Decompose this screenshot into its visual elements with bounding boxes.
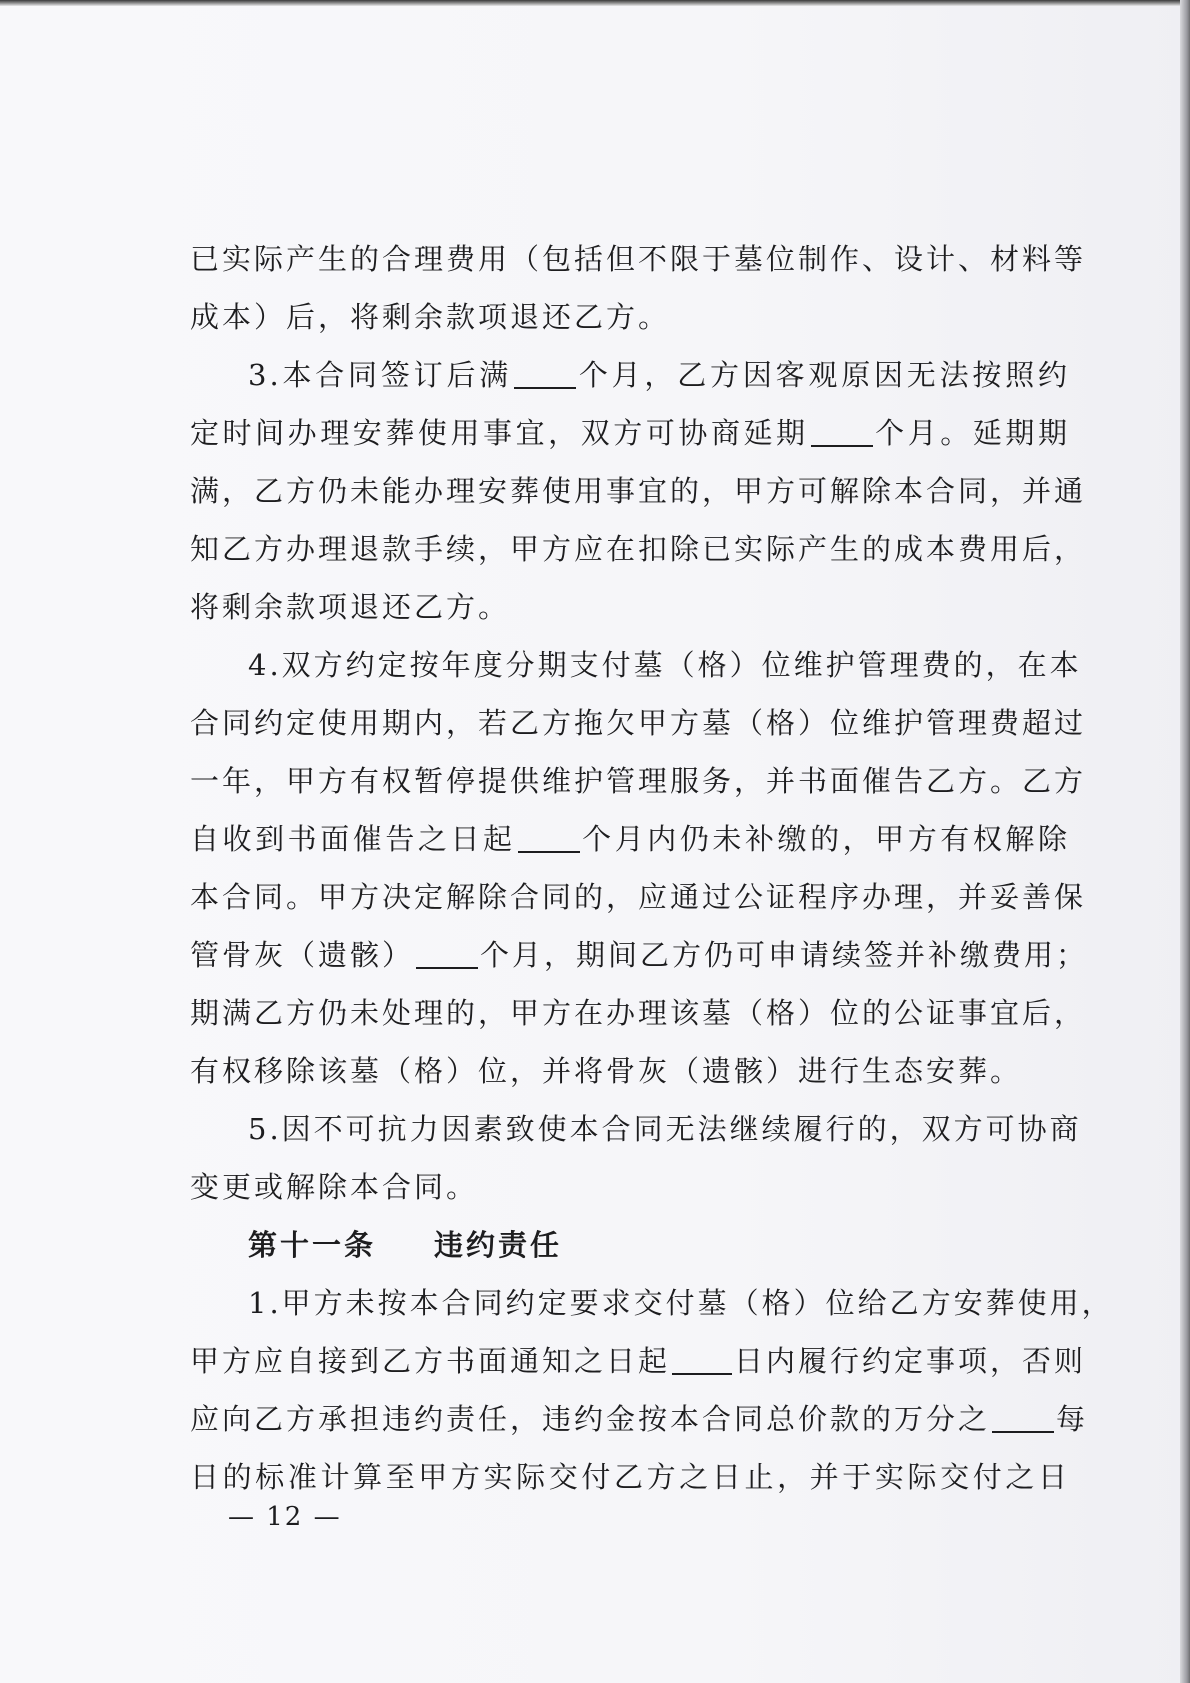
text-line — [190, 404, 1070, 462]
text-segment: 个月内仍未补缴的，甲方有权解除 — [581, 822, 1070, 856]
text-line: 成本）后，将剩余款项退还乙方。 — [190, 300, 671, 334]
text-segment: 每 — [1056, 1402, 1089, 1436]
text-line: 日的标准计算至甲方实际交付乙方之日止，并于实际交付之日 — [190, 1460, 1070, 1494]
text-line: 期满乙方仍未处理的，甲方在办理该墓（格）位的公证事宜后， — [190, 996, 1087, 1030]
text-segment: 个月。延期期 — [874, 416, 1070, 450]
fill-in-blank — [672, 1343, 732, 1375]
text-line: 已实际产生的合理费用（包括但不限于墓位制作、设计、材料等 — [190, 242, 1087, 276]
contract-body — [190, 230, 1114, 1506]
text-segment: 甲方应自接到乙方书面通知之日起 — [190, 1344, 671, 1378]
text-line: 有权移除该墓（格）位，并将骨灰（遗骸）进行生态安葬。 — [190, 1054, 1023, 1088]
fill-in-blank — [811, 415, 873, 447]
text-segment: 管骨灰（遗骸） — [190, 938, 415, 972]
text-segment: 自收到书面催告之日起 — [190, 822, 516, 856]
text-segment: 3.本合同签订后满 — [248, 358, 513, 392]
text-line: 一年，甲方有权暂停提供维护管理服务，并书面催告乙方。乙方 — [190, 764, 1087, 798]
text-line — [190, 1332, 1087, 1390]
text-segment: 个月，乙方因客观原因无法按照约 — [578, 358, 1070, 392]
text-segment: 定时间办理安葬使用事宜，双方可协商延期 — [190, 416, 809, 450]
text-line: 4.双方约定按年度分期支付墓（格）位维护管理费的，在本 — [248, 648, 1082, 682]
heading-title: 违约责任 — [434, 1228, 563, 1262]
text-line: 满，乙方仍未能办理安葬使用事宜的，甲方可解除本合同，并通 — [190, 474, 1087, 508]
text-line: 变更或解除本合同。 — [190, 1170, 479, 1204]
text-line: 合同约定使用期内，若乙方拖欠甲方墓（格）位维护管理费超过 — [190, 706, 1087, 740]
text-line: 5.因不可抗力因素致使本合同无法继续履行的，双方可协商 — [248, 1112, 1082, 1146]
fill-in-blank — [514, 357, 576, 389]
section-heading — [190, 1216, 1070, 1274]
text-line — [190, 926, 1089, 984]
text-line — [190, 346, 1070, 404]
text-line — [190, 810, 1070, 868]
fill-in-blank — [518, 821, 580, 853]
fill-in-blank — [416, 937, 478, 969]
text-segment: 日内履行约定事项，否则 — [734, 1344, 1087, 1378]
text-line: 将剩余款项退还乙方。 — [190, 590, 511, 624]
scan-top-edge — [0, 0, 1190, 6]
page-number: — 12 — — [228, 1502, 342, 1532]
text-line — [190, 1390, 1089, 1448]
heading-number: 第十一条 — [248, 1228, 377, 1262]
scan-right-edge — [1180, 0, 1190, 1683]
text-segment: 应向乙方承担违约责任，违约金按本合同总价款的万分之 — [190, 1402, 991, 1436]
text-segment: 个月，期间乙方仍可申请续签并补缴费用； — [480, 938, 1089, 972]
fill-in-blank — [992, 1401, 1054, 1433]
text-line: 1.甲方未按本合同约定要求交付墓（格）位给乙方安葬使用， — [248, 1286, 1114, 1320]
text-line: 知乙方办理退款手续，甲方应在扣除已实际产生的成本费用后， — [190, 532, 1087, 566]
text-line: 本合同。甲方决定解除合同的，应通过公证程序办理，并妥善保 — [190, 880, 1087, 914]
